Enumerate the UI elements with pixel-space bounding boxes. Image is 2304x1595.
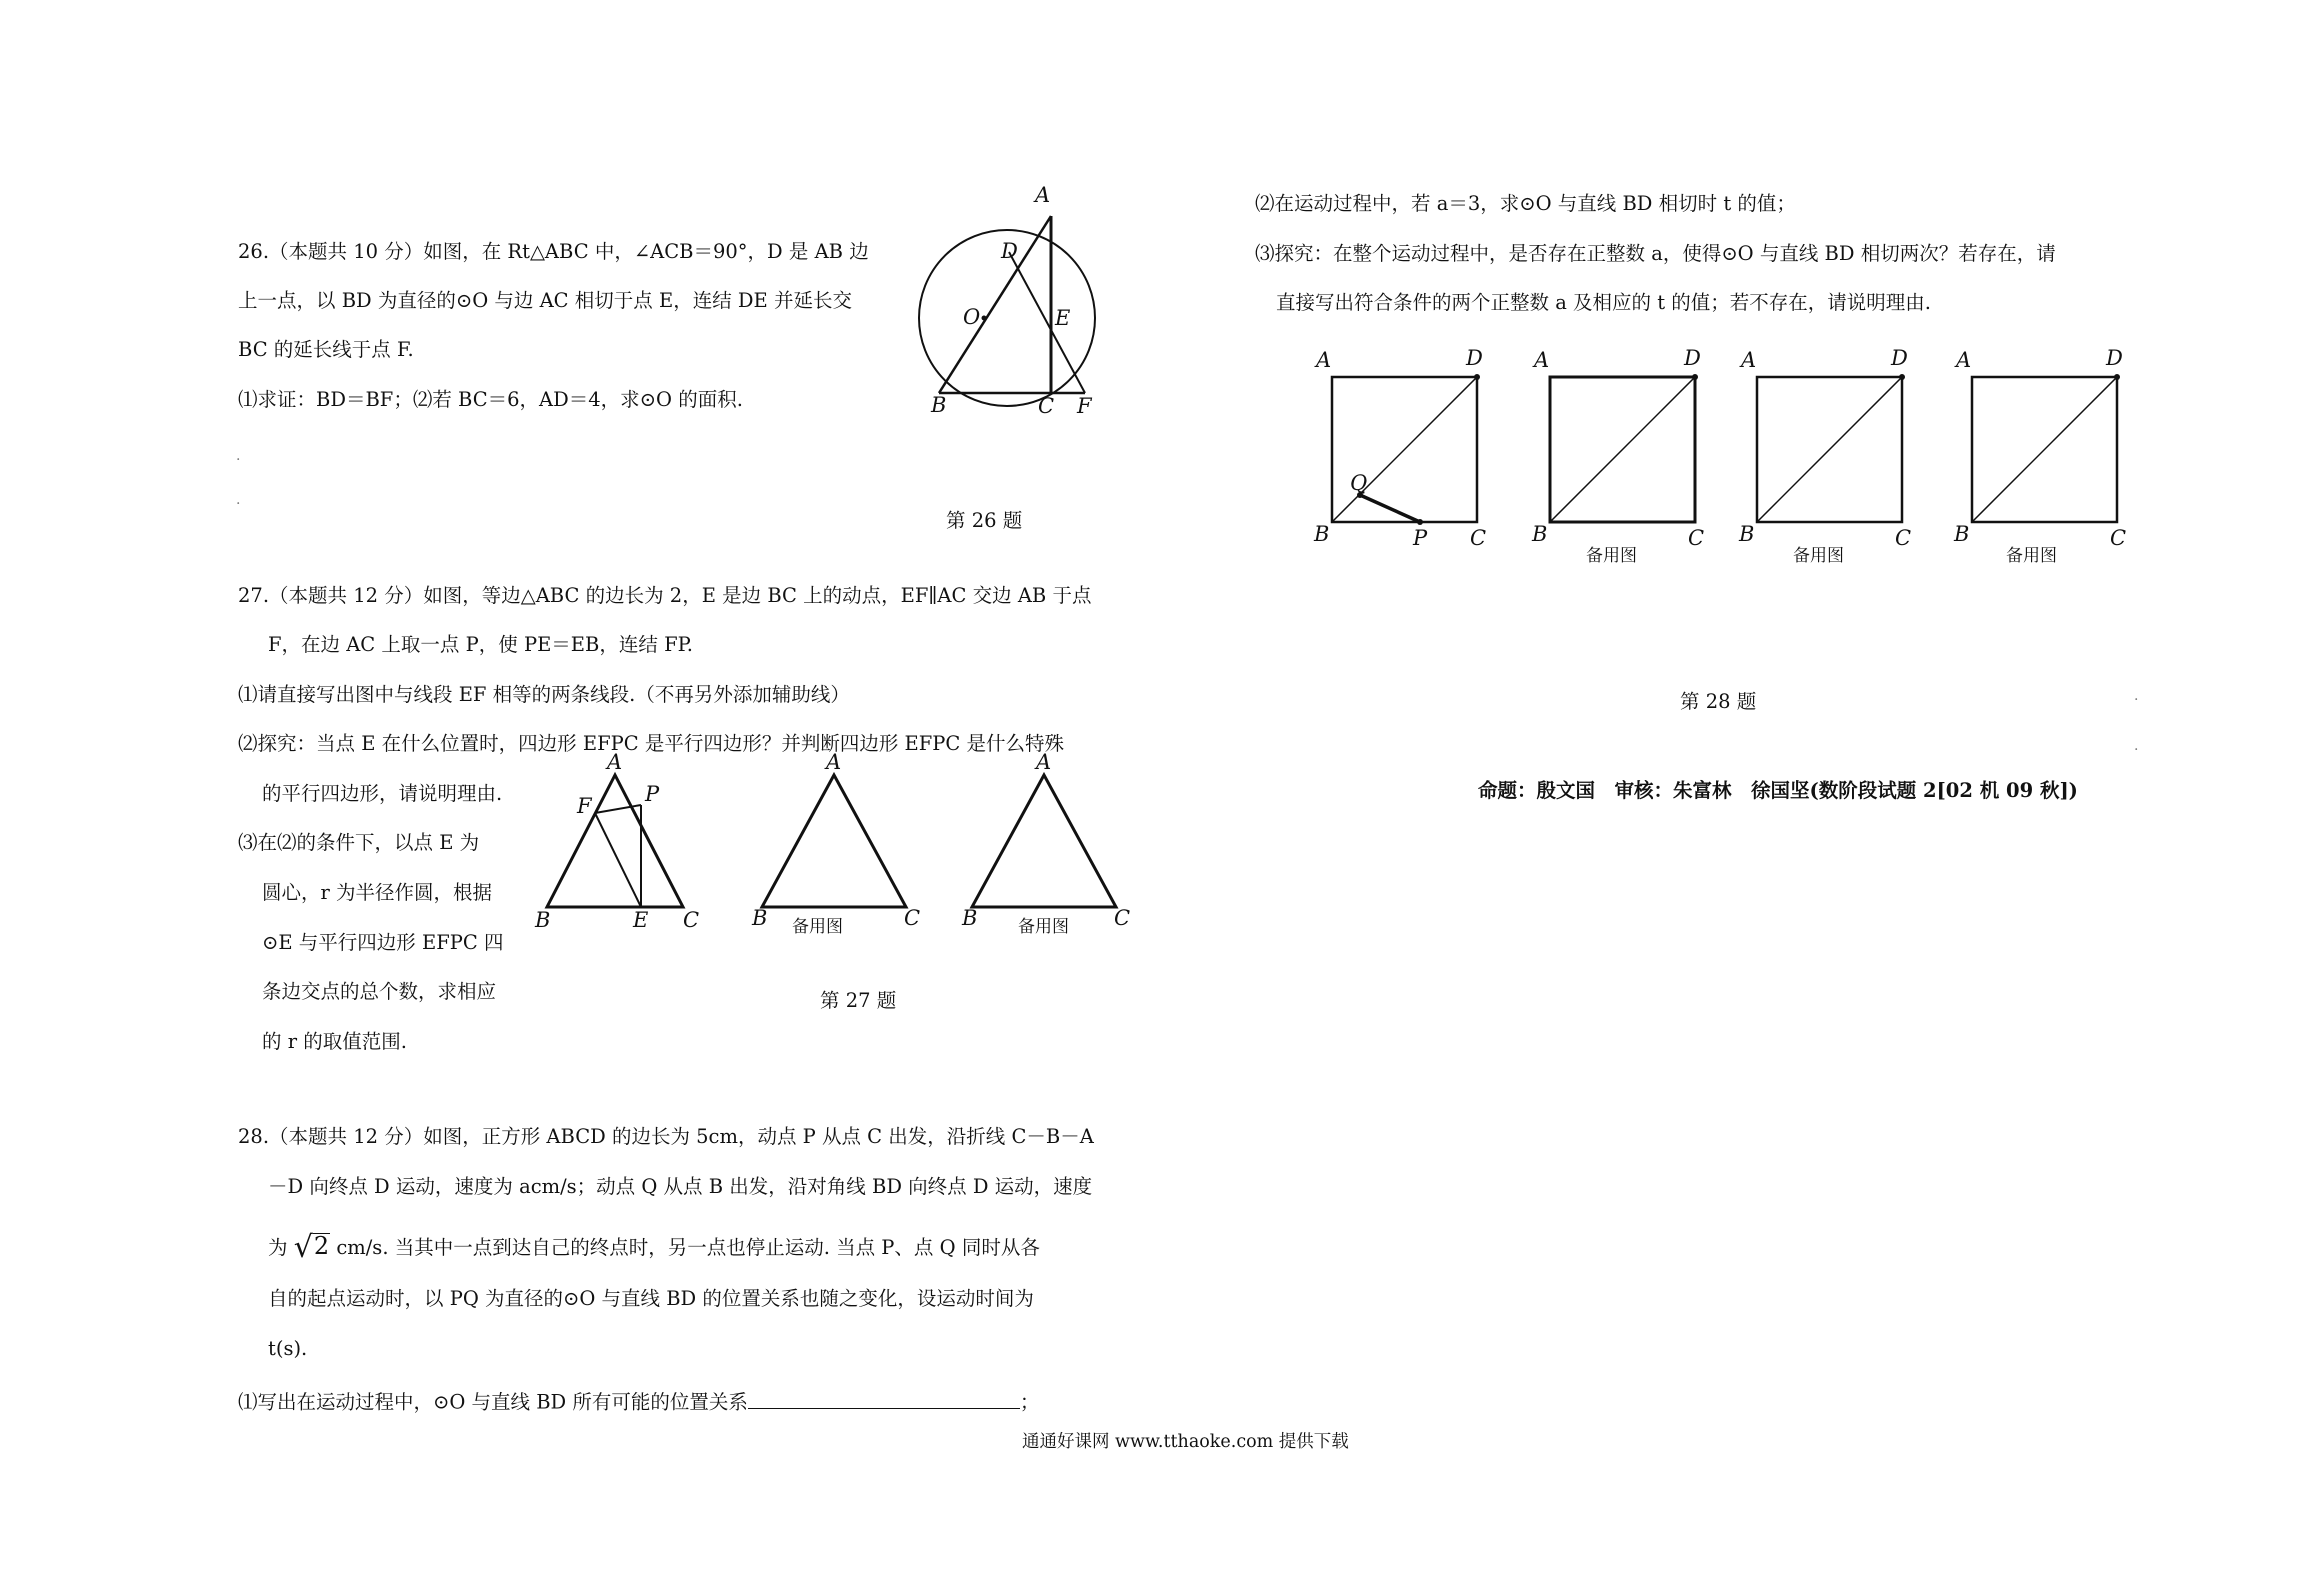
footer: 通通好课网 www.tthaoke.com 提供下载: [1022, 1432, 1349, 1452]
q27-caption: 第 27 题: [820, 989, 897, 1012]
triangle-abc: [972, 775, 1116, 907]
q28-line5: t(s).: [268, 1337, 308, 1360]
label-a: A: [1534, 348, 1550, 372]
spare-label: 备用图: [1586, 546, 1637, 566]
q26-line2: 上一点，以 BD 为直径的⊙O 与边 AC 相切于点 E，连结 DE 并延长交: [238, 289, 852, 312]
credits: 命题：殷文国 审核：朱富林 徐国坚(数阶段试题 2[02 机 09 秋]): [1478, 779, 2078, 802]
stray-dot: .: [236, 448, 241, 464]
label-c: C: [1114, 906, 1131, 930]
label-o: O: [963, 305, 981, 329]
q28-line6: [238, 1388, 1039, 1414]
q27-line6: ⑶在⑵的条件下，以点 E 为: [238, 831, 480, 854]
triangle-abc: [762, 775, 906, 907]
q28-line6-end: ；: [1019, 1390, 1040, 1414]
label-b: B: [1314, 522, 1330, 546]
q26-figure: [905, 180, 1145, 420]
q28-figure-main: [1310, 345, 1490, 560]
point-d: [1474, 374, 1480, 380]
center-o-dot: [982, 316, 987, 321]
q26-line4: ⑴求证：BD＝BF；⑵若 BC＝6，AD＝4，求⊙O 的面积.: [238, 388, 743, 411]
label-p: P: [1413, 526, 1428, 550]
q28-line2: －D 向终点 D 运动，速度为 acm/s；动点 Q 从点 B 出发，沿对角线 BD 向终点 D 运动，速度: [268, 1175, 1093, 1198]
label-f: F: [577, 794, 592, 818]
q27-figure-main: [535, 750, 710, 935]
label-c: C: [683, 908, 700, 932]
label-a: A: [1036, 750, 1052, 774]
q27-figure-spare-1: [752, 750, 927, 937]
spare-label: 备用图: [1793, 546, 1844, 566]
label-q: Q: [1350, 471, 1368, 495]
label-d: D: [1684, 346, 1701, 370]
label-b: B: [931, 393, 947, 417]
label-b: B: [1739, 522, 1755, 546]
label-c: C: [2110, 526, 2127, 550]
q26-line1: 26.（本题共 10 分）如图，在 Rt△ABC 中，∠ACB＝90°，D 是 AB 边: [238, 240, 869, 263]
q28-cont-line3: 直接写出符合条件的两个正整数 a 及相应的 t 的值；若不存在，请说明理由.: [1276, 291, 1931, 314]
q28-line3: [268, 1228, 1040, 1263]
q26-caption: 第 26 题: [946, 509, 1023, 532]
sqrt-symbol: √2: [293, 1230, 330, 1265]
q28-line6-text: ⑴写出在运动过程中，⊙O 与直线 BD 所有可能的位置关系: [238, 1390, 748, 1414]
line-ef: [595, 813, 641, 907]
label-a: A: [1316, 348, 1332, 372]
q27-line5: 的平行四边形，请说明理由.: [262, 782, 503, 805]
line-df: [1009, 252, 1085, 393]
label-b: B: [535, 908, 551, 932]
label-a: A: [607, 750, 623, 774]
point-d: [2114, 374, 2120, 380]
answer-blank: [748, 1388, 1020, 1409]
diagonal-bd: [1550, 377, 1695, 522]
label-d: D: [1891, 346, 1908, 370]
diagonal-bd: [1757, 377, 1902, 522]
q28-caption: 第 28 题: [1680, 690, 1757, 713]
label-c: C: [904, 906, 921, 930]
q27-line8: ⊙E 与平行四边形 EFPC 四: [262, 931, 504, 954]
line-ab: [939, 216, 1051, 393]
stray-dot: .: [236, 492, 241, 508]
label-c: C: [1688, 526, 1705, 550]
label-b: B: [1532, 522, 1548, 546]
q28-line3-post: cm/s. 当其中一点到达自己的终点时，另一点也停止运动. 当点 P、点 Q 同时从各: [336, 1236, 1040, 1259]
q27-line2: F，在边 AC 上取一点 P，使 PE＝EB，连结 FP.: [268, 633, 693, 656]
label-a: A: [1035, 183, 1051, 207]
diagonal-bd: [1972, 377, 2117, 522]
segment-qp: [1360, 495, 1420, 522]
q27-line9: 条边交点的总个数，求相应: [262, 980, 497, 1003]
q27-line4: ⑵探究：当点 E 在什么位置时，四边形 EFPC 是平行四边形？并判断四边形 EFPC 是什么特殊: [238, 732, 1065, 755]
label-b: B: [752, 906, 768, 930]
label-c: C: [1038, 394, 1055, 418]
diagonal-bd: [1332, 377, 1477, 522]
q27-figure-spare-2: [962, 750, 1137, 937]
q28-cont-line1: ⑵在运动过程中，若 a＝3，求⊙O 与直线 BD 相切时 t 的值；: [1255, 192, 1796, 215]
q26-line3: BC 的延长线于点 F.: [238, 338, 414, 361]
label-p: P: [645, 782, 660, 806]
point-d: [1692, 374, 1698, 380]
point-p: [1417, 519, 1423, 525]
q28-cont-line2: ⑶探究：在整个运动过程中，是否存在正整数 a，使得⊙O 与直线 BD 相切两次？若存在，请: [1255, 242, 2056, 265]
spare-label: 备用图: [1018, 917, 1069, 937]
q27-line10: 的 r 的取值范围.: [262, 1030, 407, 1053]
q28-line3-pre: 为: [268, 1236, 288, 1259]
q28-figure-spare-2: [1735, 345, 1915, 566]
label-e: E: [1055, 306, 1071, 330]
label-a: A: [1956, 348, 1972, 372]
label-c: C: [1895, 526, 1912, 550]
q27-line1: 27.（本题共 12 分）如图，等边△ABC 的边长为 2，E 是边 BC 上的动点，EF∥AC 交边 AB 于点: [238, 584, 1092, 607]
label-d: D: [1001, 239, 1018, 263]
label-b: B: [1954, 522, 1970, 546]
label-d: D: [2106, 346, 2123, 370]
label-c: C: [1470, 526, 1487, 550]
label-a: A: [826, 750, 842, 774]
triangle-abc: [547, 775, 683, 907]
spare-label: 备用图: [792, 917, 843, 937]
q28-line1: 28.（本题共 12 分）如图，正方形 ABCD 的边长为 5cm，动点 P 从点 C 出发，沿折线 C－B－A: [238, 1125, 1094, 1148]
q28-figure-spare-1: [1528, 345, 1708, 566]
label-a: A: [1741, 348, 1757, 372]
label-e: E: [633, 908, 649, 932]
stray-dot: .: [2134, 738, 2139, 754]
sqrt-radicand: 2: [313, 1232, 330, 1260]
point-d: [1899, 374, 1905, 380]
q28-figure-spare-3: [1950, 345, 2130, 566]
q27-line7: 圆心，r 为半径作圆，根据: [262, 881, 493, 904]
label-b: B: [962, 906, 978, 930]
label-d: D: [1466, 346, 1483, 370]
spare-label: 备用图: [2006, 546, 2057, 566]
stray-dot: .: [2134, 688, 2139, 704]
q28-line4: 自的起点运动时，以 PQ 为直径的⊙O 与直线 BD 的位置关系也随之变化，设运动时间为: [268, 1287, 1034, 1310]
label-f: F: [1077, 394, 1092, 418]
q27-line3: ⑴请直接写出图中与线段 EF 相等的两条线段.（不再另外添加辅助线）: [238, 683, 850, 706]
